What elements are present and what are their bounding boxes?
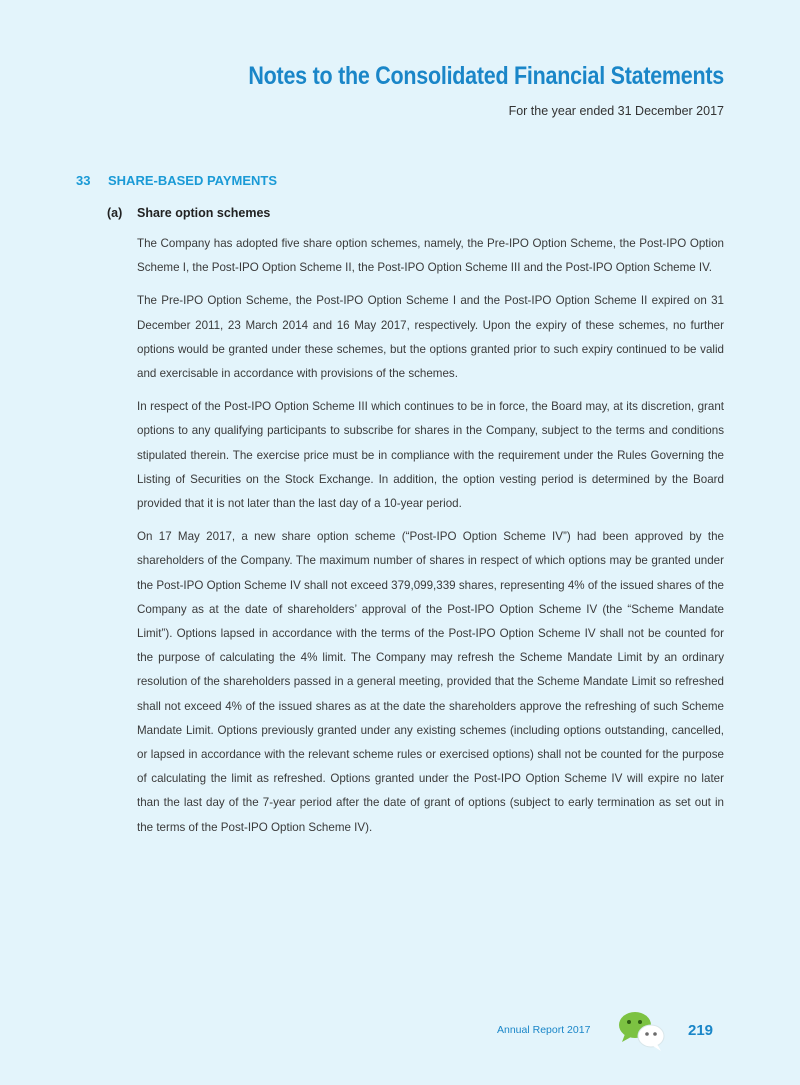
subsection-heading xyxy=(107,206,270,220)
page-number: 219 xyxy=(688,1022,714,1039)
body-text xyxy=(137,232,724,849)
paragraph: On 17 May 2017, a new share option scheme (“Post-IPO Option Scheme IV”) had been approved by the shareholders of the Company. The maximum number of shares in respect of which options may be granted under the Post-IPO Option Scheme IV shall not exceed 379,099,339 shares, representing 4% of the issued shares of the Company as at the date of shareholders’ approval of the Post-IPO Option Scheme IV (the “Scheme Mandate Limit”). Options lapsed in accordance with the terms of the Post-IPO Option Scheme IV shall not be counted for the purpose of calculating the 4% limit. The Company may refresh the Scheme Mandate Limit by an ordinary resolution of the shareholders passed in a general meeting, provided that the Scheme Mandate Limit so refreshed shall not exceed 4% of the issued shares as at the date the shareholders approve the refreshing of such Scheme Mandate Limit. Options previously granted under any existing schemes (including options outstanding, cancelled, or lapsed in accordance with the relevant scheme rules or exercised options) shall not be counted for the purpose of calculating the limit as refreshed. Options granted under the Post-IPO Option Scheme IV will expire no later than the last day of the 7-year period after the date of grant of options (subject to early termination as set out in the terms of the Post-IPO Option Scheme IV). xyxy=(137,530,724,834)
subsection-title: Share option schemes xyxy=(137,206,271,220)
wechat-icon xyxy=(616,1010,666,1052)
footer-label: Annual Report 2017 xyxy=(497,1024,591,1036)
page-title: Notes to the Consolidated Financial Statements xyxy=(248,62,724,90)
section-title: SHARE-BASED PAYMENTS xyxy=(108,173,278,188)
section-number: 33 xyxy=(76,173,91,188)
section-heading xyxy=(76,173,277,188)
paragraph: The Pre-IPO Option Scheme, the Post-IPO Option Scheme I and the Post-IPO Option Scheme II expired on 31 December 2011, 23 March 2014 and 16 May 2017, respectively. Upon the expiry of these schemes, no further options would be granted under these schemes, but the options granted prior to such expiry continued to be valid and exercisable in accordance with provisions of the schemes. xyxy=(137,294,724,381)
page-subtitle: For the year ended 31 December 2017 xyxy=(508,104,724,118)
paragraph: In respect of the Post-IPO Option Scheme III which continues to be in force, the Board may, at its discretion, grant options to any qualifying participants to subscribe for shares in the Company, subject to the terms and conditions stipulated therein. The exercise price must be in compliance with the requirement under the Rules Governing the Listing of Securities on the Stock Exchange. In addition, the option vesting period is determined by the Board provided that it is not later than the last day of a 10-year period. xyxy=(137,400,724,511)
paragraph: The Company has adopted five share option schemes, namely, the Pre-IPO Option Scheme, the Post-IPO Option Scheme I, the Post-IPO Option Scheme II, the Post-IPO Option Scheme III and the Post-IPO Option Scheme IV. xyxy=(137,237,724,275)
subsection-label: (a) xyxy=(107,206,123,220)
